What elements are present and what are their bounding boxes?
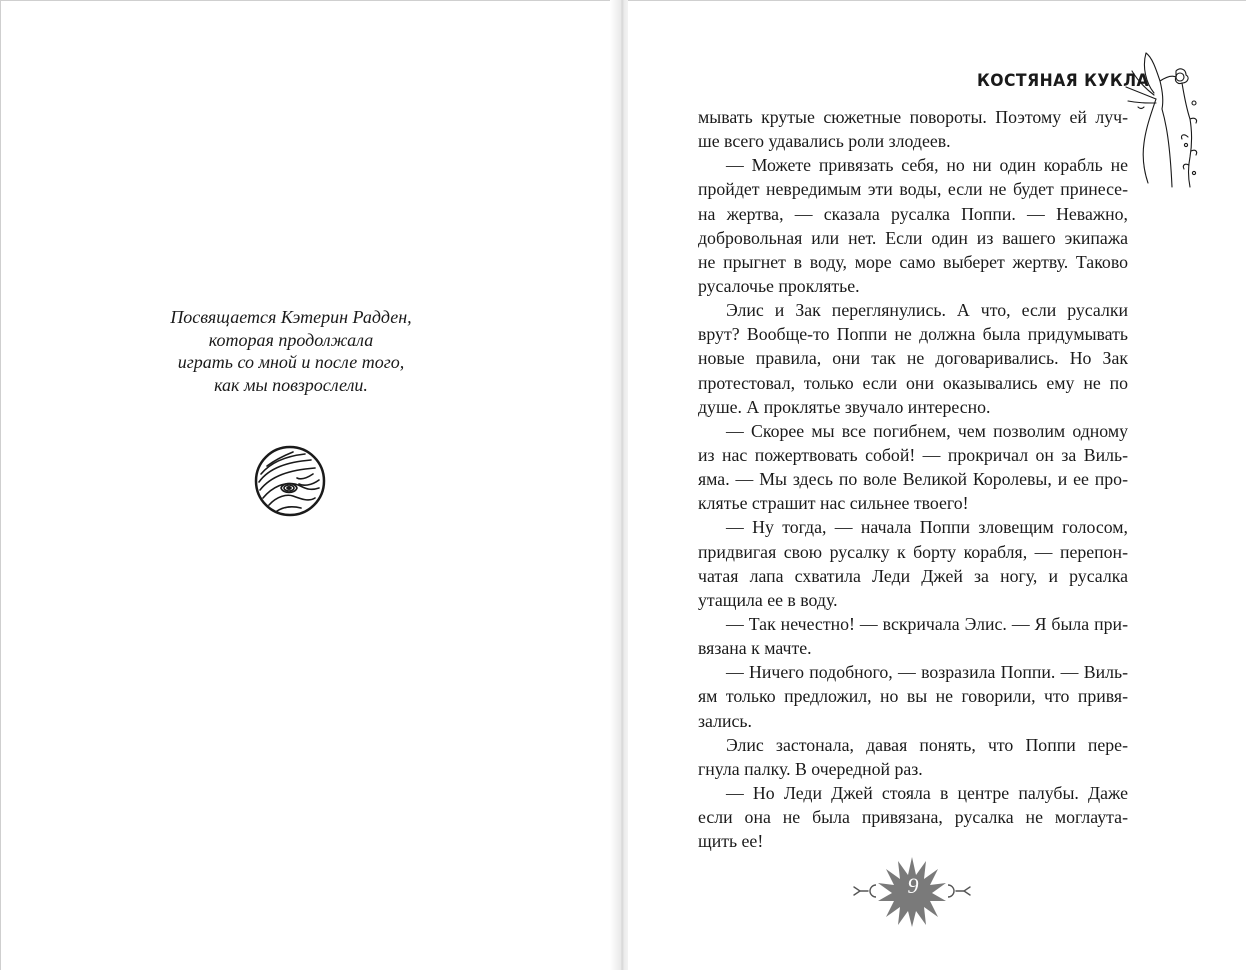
left-page [0,0,622,970]
text-line: душе. А проклятье звучало интересно. [698,396,991,417]
text-line: клятье страшит нас сильнее твоего! [698,493,969,514]
text-line: Элис застонала, давая понять, что Поппи пере- [726,734,1128,755]
wood-grain-circle-icon [253,444,327,518]
hand-with-flower-icon [1116,47,1200,189]
text-line: яма. — Мы здесь по воле Великой Королевы, и ее про- [698,469,1128,490]
text-line: из нас пожертвовать собой! — прокричал он за Виль- [698,444,1128,465]
text-line: зались. [698,710,752,731]
text-line: ям только предложил, но вы не говорили, что привя- [698,686,1128,707]
text-line: — Ничего подобного, — возразила Поппи. — Виль- [726,662,1128,683]
dedication-line: как мы повзрослели. [214,374,368,395]
dedication-line: играть со мной и после того, [177,352,405,372]
text-line: — Скорее мы все погибнем, чем позволим одному [726,420,1128,441]
text-line: русалочье проклятье. [698,275,860,296]
text-line: пройдет невредимым эти воды, если не будет принесе- [698,179,1128,200]
dedication-line: Посвящается Кэтерин Радден, [170,307,412,327]
text-line: гнула палку. В очередной раз. [698,758,923,779]
text-line: вязана к мачте. [698,638,812,659]
right-page [628,0,1246,970]
body-text [698,105,1128,853]
text-line: — Ну тогда, — начала Поппи зловещим голосом, [726,517,1128,538]
text-line: мывать крутые сюжетные повороты. Поэтому ей луч- [698,107,1128,127]
dedication-line: которая продолжала [208,329,374,350]
text-line: чатая лапа схватила Леди Джей за ногу, и русалка [698,565,1128,586]
dedication [131,306,451,396]
text-line: добровольная или нет. Если один из вашего экипажа [698,227,1128,248]
page-number: 9 [907,873,919,898]
text-line: протестовал, только если они оказывались ему не по [698,372,1128,393]
text-line: врут? Вообще-то Поппи не должна была придумывать [698,324,1128,345]
text-line: — Можете привязать себя, но ни один корабль не [726,155,1128,176]
text-line: ше всего удавались роли злодеев. [698,131,951,152]
text-line: утащила ее в воду. [698,589,838,610]
text-line: на жертва, — сказала русалка Поппи. — Неважно, [698,203,1128,224]
text-line: если она не была привязана, русалка не моглаута- [698,807,1128,828]
text-line: новые правила, они так не договаривались. Но Зак [698,348,1128,369]
text-line: щить ее! [698,831,764,852]
running-head: КОСТЯНАЯ КУКЛА [977,71,1150,91]
text-line: — Но Леди Джей стояла в центре палубы. Даже [726,782,1128,803]
text-line: придвигая свою русалку к борту корабля, — перепон- [698,541,1128,562]
text-line: не прыгнет в воду, море само выберет жертву. Таково [698,251,1128,272]
text-line: Элис и Зак переглянулись. А что, если русалки [726,300,1128,321]
text-line: — Так нечестно! — вскричала Элис. — Я была при- [726,613,1128,634]
